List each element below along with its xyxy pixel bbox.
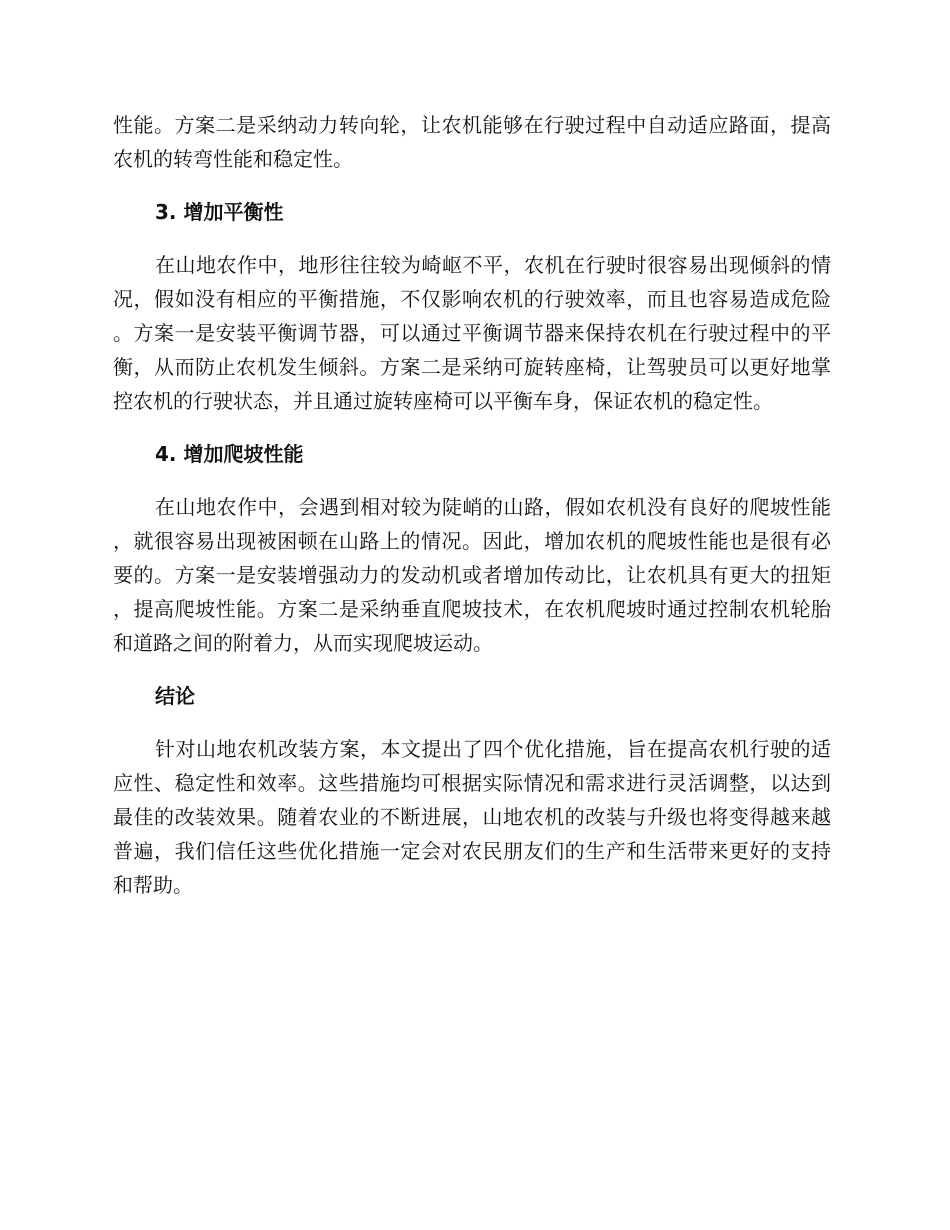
paragraph-conclusion: 针对山地农机改装方案，本文提出了四个优化措施，旨在提高农机行驶的适应性、稳定性和效率。这些措施均可根据实际情况和需求进行灵活调整，以达到最佳的改装效果。随着农业的不断进展，山地农机的改装与升级也将变得越来越普遍，我们信任这些优化措施一定会对农民朋友们的生产和生活带来更好的支持和帮助。 — [113, 737, 831, 897]
paragraph-climbing: 在山地农作中，会遇到相对较为陡峭的山路，假如农机没有良好的爬坡性能，就很容易出现被困顿在山路上的情况。因此，增加农机的爬坡性能也是很有必要的。方案一是安装增强动力的发动机或者增加传动比，让农机具有更大的扭矩，提高爬坡性能。方案二是采纳垂直爬坡技术，在农机爬坡时通过控制农机轮胎和道路之间的附着力，从而实现爬坡运动。 — [113, 495, 831, 655]
paragraph-continued: 性能。方案二是采纳动力转向轮，让农机能够在行驶过程中自动适应路面，提高农机的转弯性能和稳定性。 — [113, 113, 831, 171]
document-body — [113, 108, 831, 902]
section-heading-balance: 3. 增加平衡性 — [155, 200, 284, 224]
section-heading-conclusion: 结论 — [155, 684, 195, 708]
paragraph-balance: 在山地农作中，地形往往较为崎岖不平，农机在行驶时很容易出现倾斜的情况，假如没有相应的平衡措施，不仅影响农机的行驶效率，而且也容易造成危险。方案一是安装平衡调节器，可以通过平衡调节器来保持农机在行驶过程中的平衡，从而防止农机发生倾斜。方案二是采纳可旋转座椅，让驾驶员可以更好地掌控农机的行驶状态，并且通过旋转座椅可以平衡车身，保证农机的稳定性。 — [113, 253, 831, 413]
section-heading-climbing: 4. 增加爬坡性能 — [155, 442, 304, 466]
